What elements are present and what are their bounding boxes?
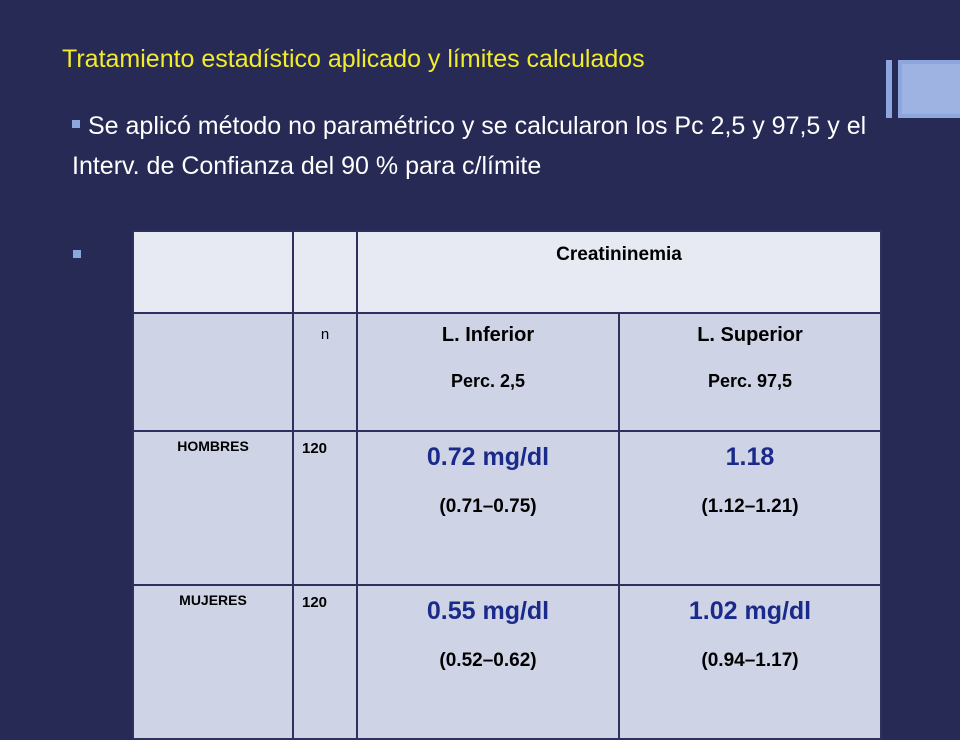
upper-limit-value: 1.18 <box>725 443 775 471</box>
upper-limit-ci: (1.12–1.21) <box>701 496 799 517</box>
limits-table <box>132 230 882 740</box>
bullet-paragraph <box>72 106 872 186</box>
upper-limit-value: 1.02 mg/dl <box>688 597 812 625</box>
lower-limit-ci: (0.71–0.75) <box>439 496 537 517</box>
header-lower-limit <box>357 313 619 431</box>
table-cell-empty <box>133 313 293 431</box>
upper-limit-ci: (0.94–1.17) <box>701 650 799 671</box>
table-subheader-row <box>133 313 881 431</box>
table-row <box>133 431 881 585</box>
table-cell-empty <box>133 231 293 313</box>
row-n: 120 <box>293 585 357 739</box>
row-label: MUJERES <box>133 585 293 739</box>
header-creatininemia: Creatininemia <box>357 231 881 313</box>
upper-limit-label: L. Superior <box>697 324 803 346</box>
upper-limit-cell <box>619 431 881 585</box>
bullet-text: Se aplicó método no paramétrico y se calcularon los Pc 2,5 y 97,5 y el Interv. de Confianza del 90 % para c/límite <box>72 112 867 180</box>
upper-limit-percentile: Perc. 97,5 <box>707 371 793 391</box>
table-header-row <box>133 231 881 313</box>
table-cell-empty <box>293 231 357 313</box>
lower-limit-label: L. Inferior <box>441 324 535 346</box>
slide-title: Tratamiento estadístico aplicado y límites calculados <box>62 45 645 73</box>
corner-decoration-block <box>898 60 960 118</box>
lower-limit-ci: (0.52–0.62) <box>439 650 537 671</box>
row-label: HOMBRES <box>133 431 293 585</box>
lower-limit-cell <box>357 585 619 739</box>
square-bullet-icon <box>73 250 81 258</box>
row-n: 120 <box>293 431 357 585</box>
table-row <box>133 585 881 739</box>
lower-limit-value: 0.55 mg/dl <box>426 597 550 625</box>
corner-decoration-bar <box>886 60 892 118</box>
lower-limit-cell <box>357 431 619 585</box>
square-bullet-icon <box>72 120 80 128</box>
lower-limit-value: 0.72 mg/dl <box>426 443 550 471</box>
header-upper-limit <box>619 313 881 431</box>
upper-limit-cell <box>619 585 881 739</box>
lower-limit-percentile: Perc. 2,5 <box>450 371 526 391</box>
header-n: n <box>293 313 357 431</box>
